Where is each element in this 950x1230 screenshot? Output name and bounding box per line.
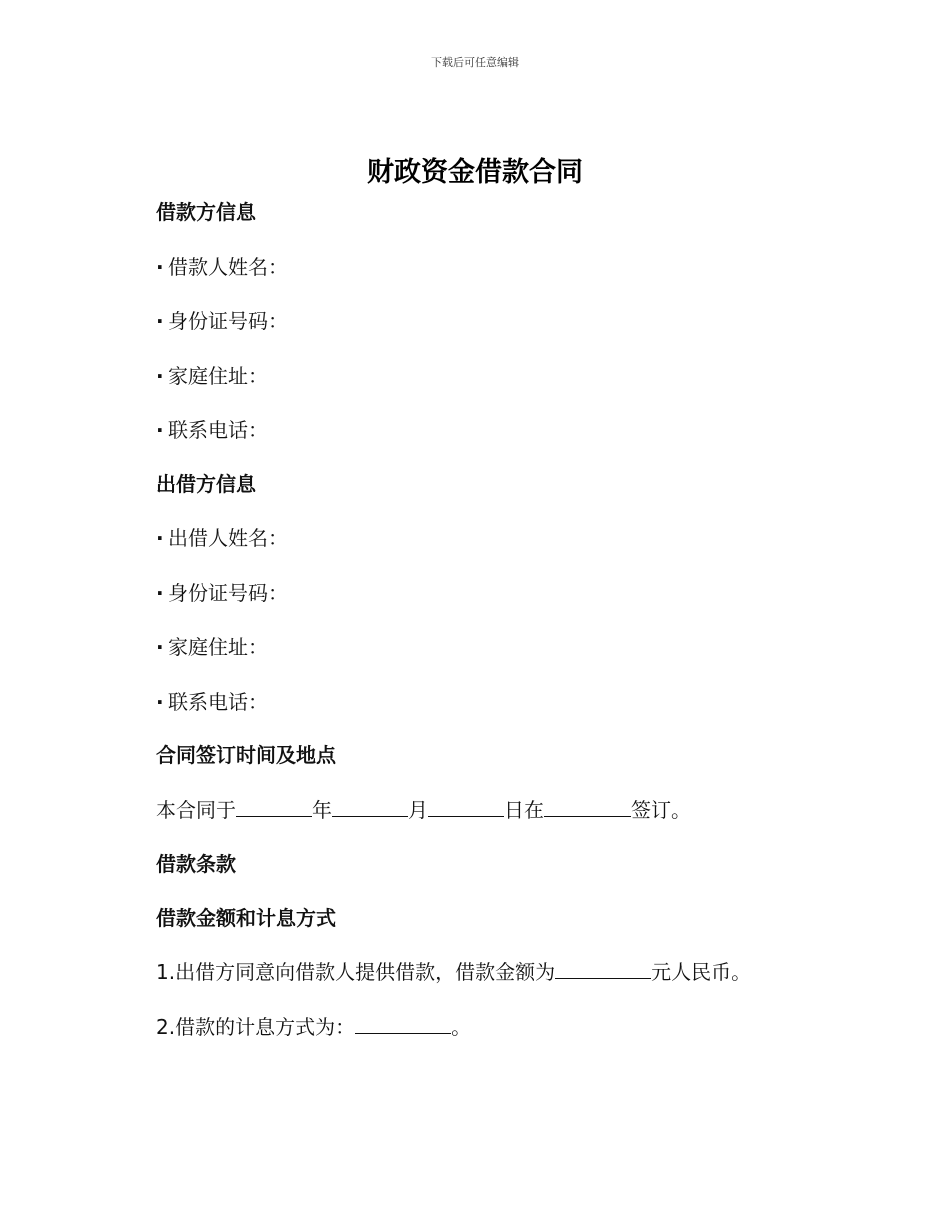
lender-id-label: · 身份证号码： — [156, 579, 288, 607]
term-item-1 — [156, 958, 751, 986]
place-blank — [544, 796, 631, 817]
day-blank — [428, 796, 504, 817]
lender-heading: 出借方信息 — [156, 472, 256, 496]
borrower-phone-label: · 联系电话： — [156, 416, 268, 444]
document-title: 财政资金借款合同 — [367, 157, 583, 188]
amount-blank — [555, 958, 651, 979]
lender-address-label: · 家庭住址： — [156, 633, 268, 661]
signing-heading: 合同签订时间及地点 — [156, 743, 336, 767]
terms-subheading: 借款金额和计息方式 — [156, 906, 336, 930]
signing-year: 年 — [312, 798, 332, 822]
term-item-2-prefix: 2.借款的计息方式为： — [156, 1015, 356, 1039]
signing-suffix: 签订。 — [631, 798, 691, 822]
signing-day-at: 日在 — [504, 798, 544, 822]
borrower-address-label: · 家庭住址： — [156, 362, 268, 390]
signing-month: 月 — [408, 798, 428, 822]
signing-prefix: 本合同于 — [156, 798, 236, 822]
term-item-1-prefix: 1.出借方同意向借款人提供借款，借款金额为 — [156, 960, 556, 984]
signing-sentence — [156, 796, 691, 824]
lender-name-label: · 出借人姓名： — [156, 524, 288, 552]
term-item-2 — [156, 1013, 471, 1041]
terms-heading: 借款条款 — [156, 852, 236, 876]
lender-phone-label: · 联系电话： — [156, 688, 268, 716]
year-blank — [236, 796, 312, 817]
term-item-2-suffix: 。 — [451, 1015, 472, 1039]
interest-method-blank — [355, 1013, 451, 1034]
borrower-id-label: · 身份证号码： — [156, 307, 288, 335]
month-blank — [332, 796, 408, 817]
borrower-heading: 借款方信息 — [156, 200, 256, 224]
term-item-1-suffix: 元人民币。 — [651, 960, 752, 984]
borrower-name-label: · 借款人姓名： — [156, 253, 288, 281]
header-note: 下载后可任意编辑 — [431, 56, 519, 69]
